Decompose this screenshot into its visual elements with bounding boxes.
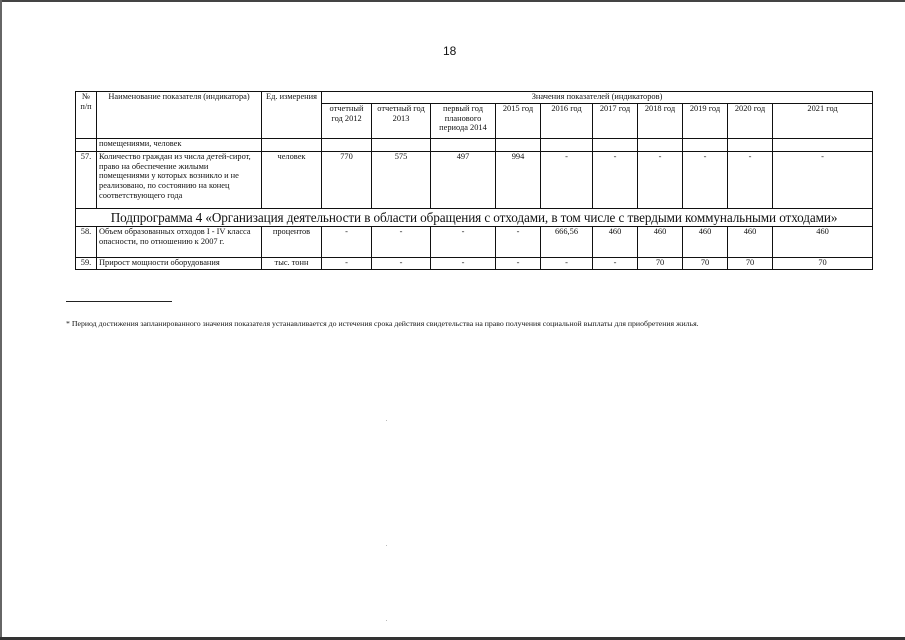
scan-speck [386,420,387,421]
header-unit: Ед. измерения [262,92,322,139]
row-value [496,139,541,152]
table-row [76,152,873,209]
row-value: - [541,152,593,209]
scan-speck [386,545,387,546]
row-value: 460 [593,227,638,258]
row-name: Объем образованных отходов I - IV класса опасности, по отношению к 2007 г. [97,227,262,258]
row-value: - [372,258,431,270]
row-value: - [322,258,372,270]
row-value: - [496,227,541,258]
row-value: 994 [496,152,541,209]
row-unit [262,139,322,152]
row-value [431,139,496,152]
table-row [76,139,873,152]
row-value: 460 [728,227,773,258]
row-num: 57. [76,152,97,209]
row-value: 70 [683,258,728,270]
row-num: 59. [76,258,97,270]
row-value [773,139,873,152]
row-value: - [431,227,496,258]
row-value: 70 [638,258,683,270]
row-value: - [496,258,541,270]
header-num: № п/п [76,92,97,139]
scan-speck [386,620,387,621]
row-unit: человек [262,152,322,209]
table-row [76,258,873,270]
row-value: - [431,258,496,270]
header-values-group: Значения показателей (индикаторов) [322,92,873,104]
header-year: 2019 год [683,104,728,139]
row-value [322,139,372,152]
row-value: 460 [773,227,873,258]
row-value [372,139,431,152]
row-value: - [541,258,593,270]
table-row [76,227,873,258]
row-value: 666,56 [541,227,593,258]
row-value: - [773,152,873,209]
row-name: Прирост мощности оборудования [97,258,262,270]
row-value: - [372,227,431,258]
row-value: - [593,152,638,209]
row-value: 497 [431,152,496,209]
header-year: 2021 год [773,104,873,139]
row-value [541,139,593,152]
header-year: отчетный год 2013 [372,104,431,139]
row-value: 575 [372,152,431,209]
row-value: 770 [322,152,372,209]
header-year: отчетный год 2012 [322,104,372,139]
row-value: - [683,152,728,209]
scan-edge-top [0,0,905,2]
scan-edge-left [0,0,2,640]
row-name: Количество граждан из числа детей-сирот, право на обеспечение жилыми помещениями у которых возникло и не реализовано, по состоянию на конец соответствующего года [97,152,262,209]
header-year: первый год планового периода 2014 [431,104,496,139]
header-year: 2016 год [541,104,593,139]
row-value [683,139,728,152]
row-unit: тыс. тонн [262,258,322,270]
row-value: - [638,152,683,209]
row-unit: процентов [262,227,322,258]
row-value: - [728,152,773,209]
header-year: 2017 год [593,104,638,139]
row-value [638,139,683,152]
row-value: 460 [683,227,728,258]
header-year: 2020 год [728,104,773,139]
row-value: - [322,227,372,258]
row-name: помещениями, человек [97,139,262,152]
row-value [593,139,638,152]
indicators-table [75,91,873,270]
header-year: 2015 год [496,104,541,139]
row-num: 58. [76,227,97,258]
footnote-text: * Период достижения запланированного значения показателя устанавливается до истечения срока действия свидетельства на право получения социальной выплаты для приобретения жилья. [66,319,699,328]
subprogram-title: Подпрограмма 4 «Организация деятельности в области обращения с отходами, в том числе с твердыми коммунальными отходами» [76,209,873,227]
page-number: 18 [443,44,457,58]
header-year: 2018 год [638,104,683,139]
row-value: 70 [728,258,773,270]
row-value [728,139,773,152]
table-header-row [76,92,873,104]
row-value: 460 [638,227,683,258]
row-value: - [593,258,638,270]
row-num [76,139,97,152]
subprogram-row [76,209,873,227]
row-value: 70 [773,258,873,270]
header-name: Наименование показателя (индикатора) [97,92,262,139]
footnote-divider [66,301,172,302]
